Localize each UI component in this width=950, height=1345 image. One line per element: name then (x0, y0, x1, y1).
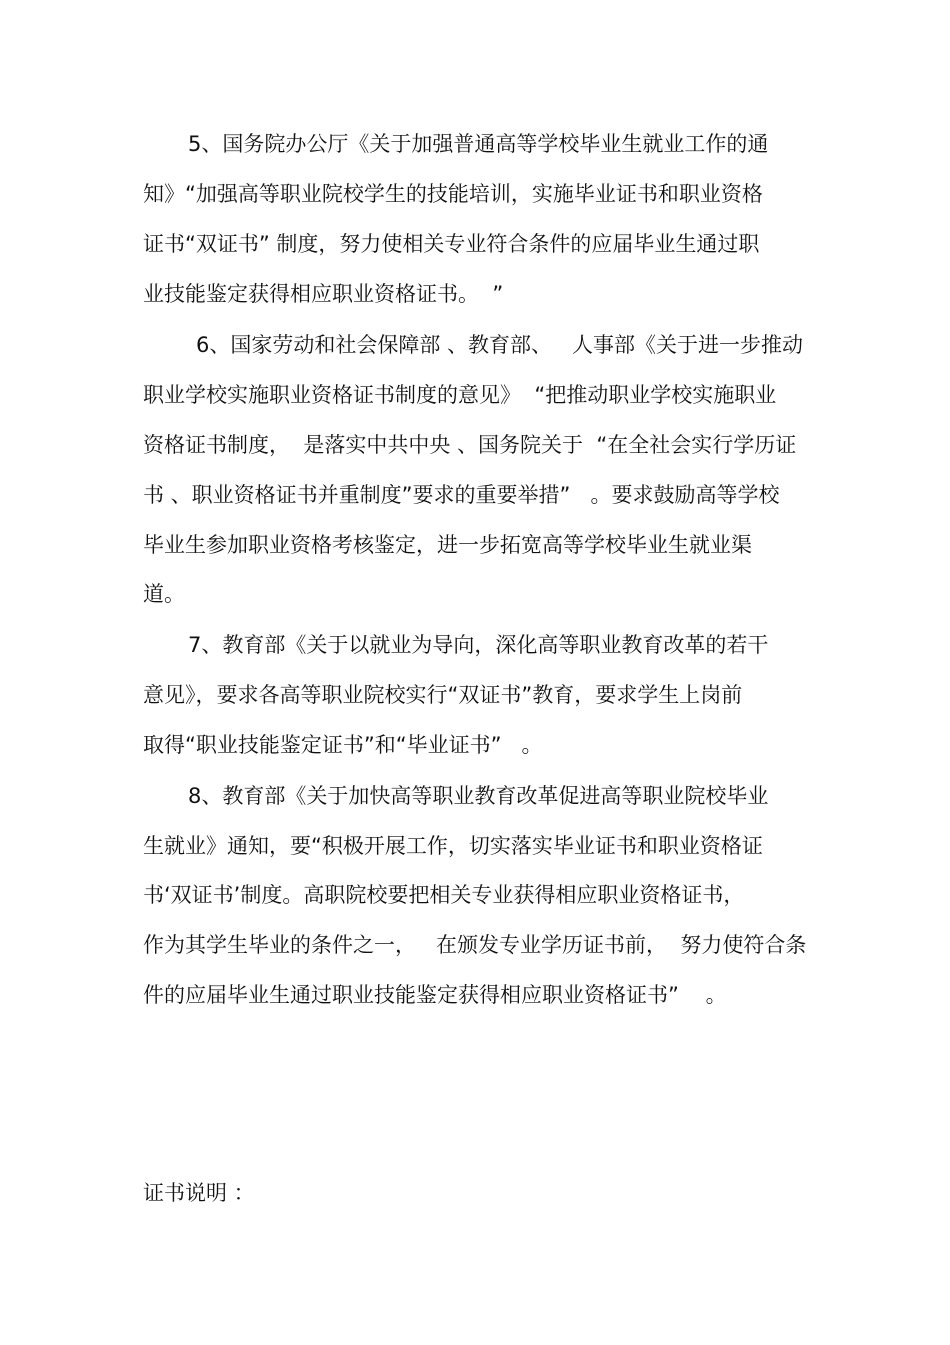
para-6-line-6: 道。 (143, 582, 185, 606)
para-8-line-3: 书‘双证书’制度。高职院校要把相关专业获得相应职业资格证书， (143, 883, 745, 907)
para-6-line-4: 书 、职业资格证书并重制度”要求的重要举措” 。要求鼓励高等学校 (143, 483, 780, 507)
para-8-line-2: 生就业》通知，要“积极开展工作，切实落实毕业证书和职业资格证 (143, 834, 763, 858)
para-8-line-5: 件的应届毕业生通过职业技能鉴定获得相应职业资格证书” 。 (143, 983, 727, 1007)
para-6-line-1: 6、国家劳动和社会保障部 、教育部、 人事部《关于进一步推动 (196, 333, 804, 357)
para-5-line-1: 5、国务院办公厅《关于加强普通高等学校毕业生就业工作的通 (188, 132, 769, 156)
para-7-line-1: 7、教育部《关于以就业为导向，深化高等职业教育改革的若干 (188, 633, 769, 657)
para-6-line-3: 资格证书制度， 是落实中共中央 、国务院关于 “在全社会实行学历证 (143, 433, 797, 457)
para-8-line-4: 作为其学生毕业的条件之一， 在颁发专业学历证书前， 努力使符合条 (143, 933, 807, 957)
para-6-line-2: 职业学校实施职业资格证书制度的意见》 “把推动职业学校实施职业 (143, 383, 777, 407)
para-7-line-3: 取得“职业技能鉴定证书”和“毕业证书” 。 (143, 733, 543, 757)
para-5-line-4: 业技能鉴定获得相应职业资格证书。 ” (143, 282, 504, 306)
para-5-line-2: 知》“加强高等职业院校学生的技能培训，实施毕业证书和职业资格 (143, 182, 763, 206)
para-6-line-5: 毕业生参加职业资格考核鉴定，进一步拓宽高等学校毕业生就业渠 (143, 533, 752, 557)
para-8-line-1: 8、教育部《关于加快高等职业教育改革促进高等职业院校毕业 (188, 784, 769, 808)
para-7-line-2: 意见》，要求各高等职业院校实行“双证书”教育，要求学生上岗前 (143, 683, 743, 707)
section-heading: 证书说明 ： (143, 1181, 255, 1205)
para-5-line-3: 证书“双证书” 制度，努力使相关专业符合条件的应届毕业生通过职 (143, 232, 760, 256)
